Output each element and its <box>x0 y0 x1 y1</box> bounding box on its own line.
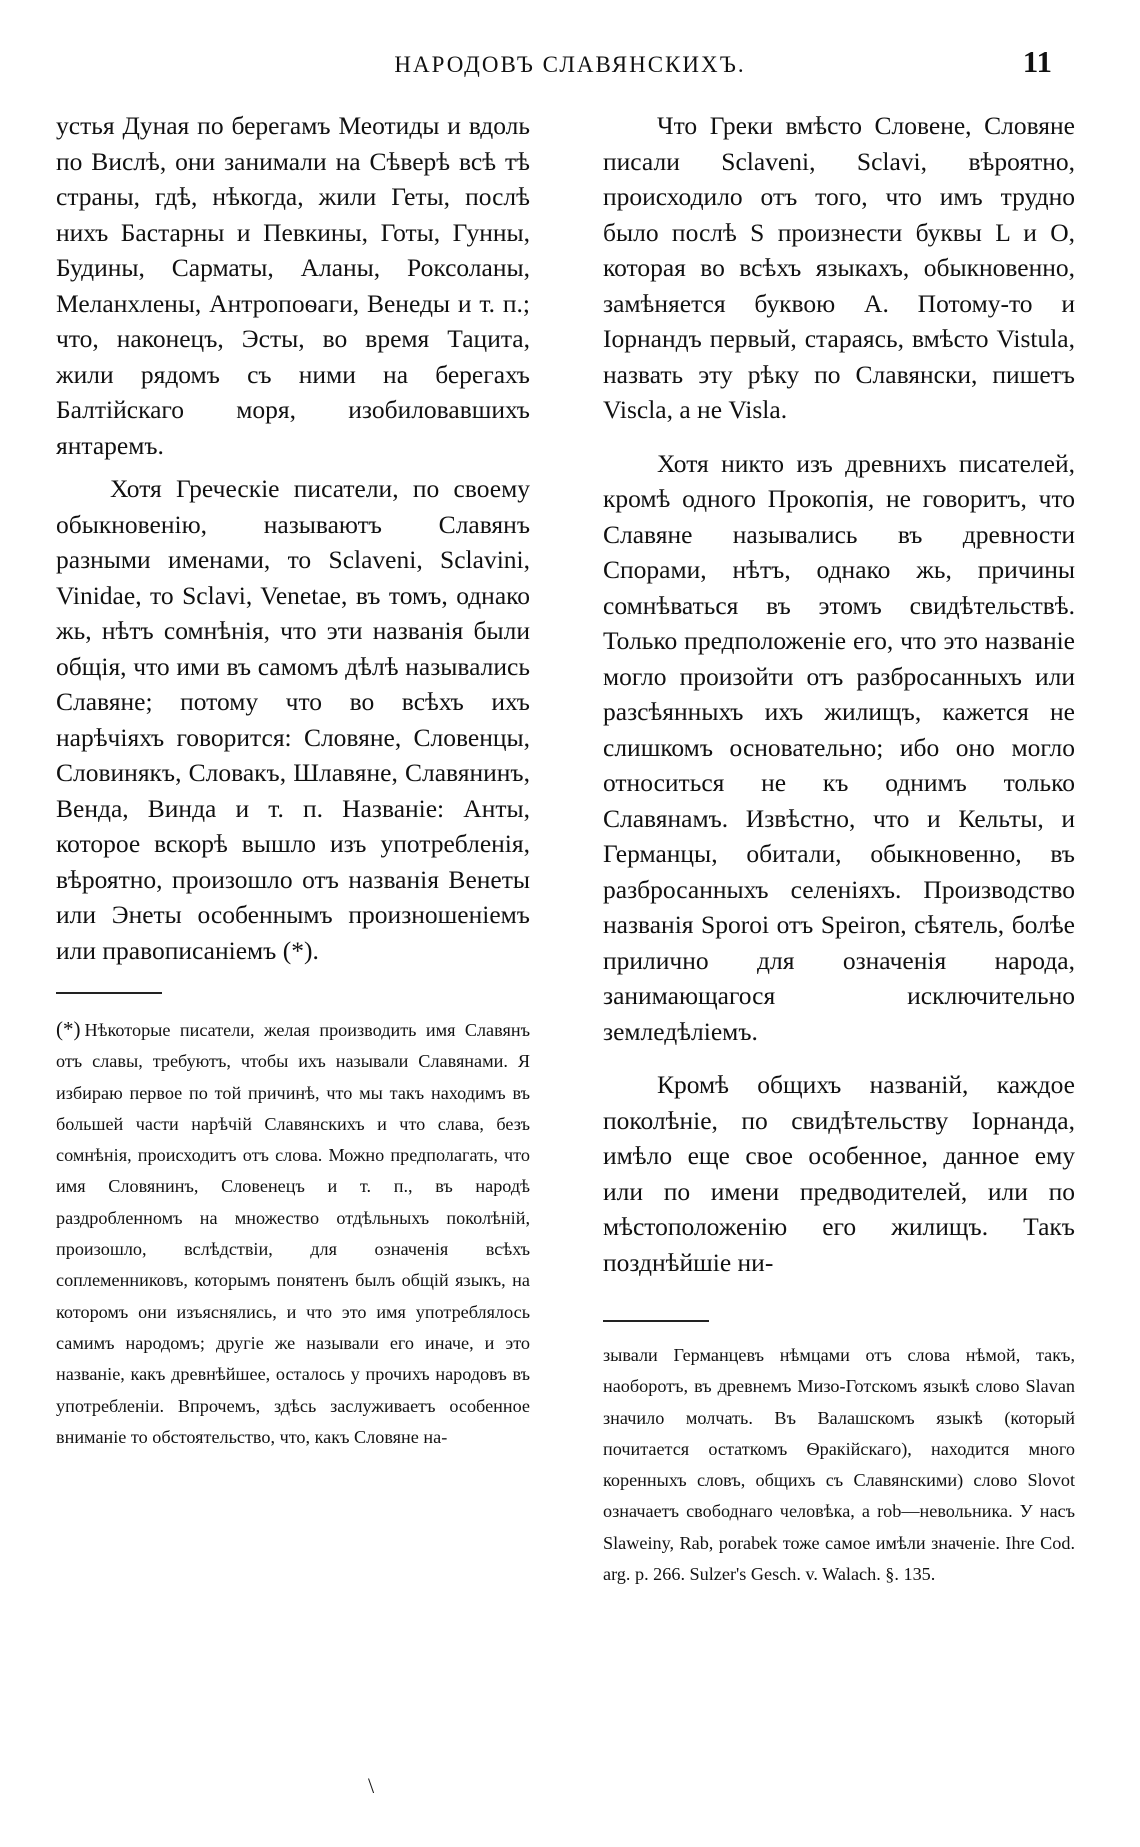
footnote <box>56 1014 530 1453</box>
footnote-divider <box>56 992 162 994</box>
right-column <box>603 108 1075 1590</box>
stray-mark: \ <box>368 1773 375 1798</box>
paragraph: Кромѣ общихъ названій, каждое поколѣніе, по свидѣтельству Іорнанда, имѣло еще свое особенное, данное ему или по имени предводителей, или по мѣстоположенію его жилищъ. Такъ позднѣйшіе ни- <box>603 1070 1075 1277</box>
footnote-mark: (*) <box>56 1017 81 1041</box>
paragraph: Хотя Греческіе писатели, по своему обыкновенію, называютъ Славянъ разными именами, то Sclaveni, Sclavini, Vinidae, то Sclavi, Venetae, въ томъ, однако жь, нѣтъ сомнѣнія, что эти названія были общія, что ими въ самомъ дѣлѣ назывались Славяне; потому что во всѣхъ ихъ нарѣчіяхъ говорится: Словяне, Словенцы, Словинякъ, Словакъ, Шлавяне, Славянинъ, Венда, Винда и т. п. Названіе: Анты, которое вскорѣ вышло изъ употребленія, вѣроятно, произошло отъ названія Венеты или Энеты особеннымъ произношеніемъ или правописаніемъ (*). <box>56 474 530 965</box>
left-column <box>56 108 530 1453</box>
paragraph: устья Дуная по берегамъ Меотиды и вдоль по Вислѣ, они занимали на Сѣверѣ всѣ тѣ страны, гдѣ, нѣкогда, жили Геты, послѣ нихъ Бастарны и Певкины, Готы, Гунны, Будины, Сарматы, Аланы, Роксоланы, Меланхлены, Антропоѳаги, Венеды и т. п.; что, наконецъ, Эсты, во время Тацита, жили рядомъ съ ними на берегахъ Балтійскаго моря, изобиловавшихъ янтаремъ. <box>56 111 530 460</box>
footnote-text: Нѣкоторые писатели, желая производить имя Славянъ отъ славы, требуютъ, чтобы ихъ называли Славянами. Я избираю первое по той причинѣ, что мы такъ находимъ въ большей части нарѣчій Славянскихъ и что слава, безъ сомнѣнія, происходитъ отъ слова. Можно предполагать, что имя Словянинъ, Словенецъ и т. п., въ народѣ раздробленномъ на множество отдѣльныхъ поколѣній, произошло, вслѣдствіи, для означенія всѣхъ соплеменниковъ, которымъ понятенъ былъ общій языкъ, на которомъ они изъяснялись, и что это имя употреблялось самимъ народомъ; другіе же называли его иначе, и это названіе, какъ древнѣйшее, осталось у прочихъ народовъ въ употребленіи. Впрочемъ, здѣсь заслуживаетъ особенное вниманіе то обстоятельство, что, какъ Словяне на- <box>56 1020 530 1447</box>
left-body-text <box>56 108 530 968</box>
footnote-divider <box>603 1320 709 1322</box>
paragraph: Хотя никто изъ древнихъ писателей, кромѣ одного Прокопія, не говоритъ, что Славяне назывались въ древности Спорами, нѣтъ, однако жь, причины сомнѣваться въ этомъ свидѣтельствѣ. Только предположеніе его, что это названіе могло произойти отъ разбросанныхъ или разсѣянныхъ ихъ жилищъ, кажется не слишкомъ основательно; ибо оно могло относиться не къ однимъ только Славянамъ. Извѣстно, что и Кельты, и Германцы, обитали, обыкновенно, въ разбросанныхъ селеніяхъ. Производство названія Sporoi отъ Speiron, сѣятель, болѣе прилично для означенія народа, занимающагося исключительно земледѣліемъ. <box>603 448 1075 1046</box>
paragraph: Что Греки вмѣсто Словене, Словяне писали Sclaveni, Sclavi, вѣроятно, происходило отъ того, что имъ трудно было послѣ S произнести буквы L и O, которая во всѣхъ языкахъ, обыкновенно, замѣняется буквою A. Потому-то и Іорнандъ первый, стараясь, вмѣсто Vistula, назвать эту рѣку по Славянски, пишетъ Viscla, а не Visla. <box>603 111 1075 424</box>
page-number: 11 <box>1022 44 1052 79</box>
right-body-text <box>603 108 1075 1280</box>
running-title: НАРОДОВЪ СЛАВЯНСКИХЪ. <box>394 52 746 77</box>
footnote-continuation: зывали Германцевъ нѣмцами отъ слова нѣмой, такъ, наоборотъ, въ древнемъ Мизо-Готскомъ языкѣ слово Slavan значило молчать. Въ Валашскомъ языкѣ (который почитается остаткомъ Ѳракійскаго), находится много коренныхъ словъ, общихъ съ Славянскими) слово Slovot означаетъ свободнаго человѣка, a rob—невольника. У насъ Slaweiny, Rab, porabek тоже самое имѣли значеніе. Ihre Cod. arg. p. 266. Sulzer's Gesch. v. Walach. §. 135. <box>603 1345 1075 1585</box>
